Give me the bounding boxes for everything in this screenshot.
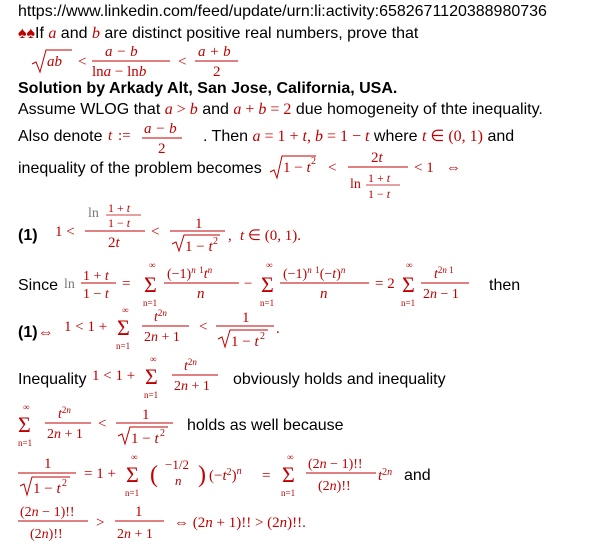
svg-text:1 − t: 1 − t <box>231 334 259 350</box>
svg-text:1: 1 <box>242 310 250 326</box>
becomes-line: inequality of the problem becomes <box>18 160 262 177</box>
svg-text:∞: ∞ <box>150 354 157 364</box>
svg-text:n=1: n=1 <box>143 298 158 308</box>
svg-text:ln: ln <box>64 277 75 292</box>
svg-text::=: := <box>118 128 131 144</box>
svg-text:−1/2: −1/2 <box>165 457 189 472</box>
svg-text:1 − t: 1 − t <box>33 481 61 497</box>
svg-text:Σ: Σ <box>18 412 31 437</box>
svg-text:∞: ∞ <box>287 452 294 462</box>
main-inequality <box>30 42 260 82</box>
svg-text:∞: ∞ <box>266 260 273 270</box>
svg-text:ln: ln <box>350 177 361 192</box>
svg-text:2n + 1: 2n + 1 <box>117 527 153 542</box>
eq1-equivalent <box>64 305 304 361</box>
svg-text:(: ( <box>150 462 158 488</box>
svg-text:2n + 1: 2n + 1 <box>47 427 83 442</box>
svg-text:t: t <box>108 128 113 144</box>
svg-text:∞: ∞ <box>406 260 413 270</box>
spade-marker: ♠♠ <box>18 25 35 42</box>
svg-text:1: 1 <box>44 456 52 472</box>
svg-text:(2n)!!: (2n)!! <box>318 479 351 494</box>
svg-text:= 1 +: = 1 + <box>84 466 116 482</box>
source-url[interactable]: https://www.linkedin.com/feed/update/urn:li:activity:6582671120388980736 <box>18 3 547 20</box>
svg-text:ab: ab <box>47 54 62 70</box>
svg-text:2: 2 <box>213 236 218 247</box>
svg-text:2: 2 <box>213 64 221 80</box>
eq1-equiv-label: (1)⇔ <box>18 324 54 341</box>
eq1-inequality <box>55 200 325 260</box>
svg-text:Σ: Σ <box>282 462 295 487</box>
svg-text:1 < 1 +: 1 < 1 + <box>92 368 136 384</box>
holds-as-well-text: holds as well because <box>187 417 344 434</box>
then-label: then <box>489 277 521 294</box>
svg-text:Σ: Σ <box>126 462 139 487</box>
svg-text:Σ: Σ <box>145 364 158 389</box>
svg-text:n=1: n=1 <box>260 298 275 308</box>
svg-text:2n + 1: 2n + 1 <box>174 379 210 394</box>
svg-text:n: n <box>175 473 182 488</box>
svg-text:1 − t: 1 − t <box>283 160 311 176</box>
holds-text: obviously holds and inequality <box>233 371 446 388</box>
svg-text:1 − t: 1 − t <box>108 216 131 230</box>
svg-text:<: < <box>178 54 187 70</box>
svg-text:n=1: n=1 <box>125 488 140 498</box>
binomial-expansion <box>18 452 428 506</box>
svg-text:2: 2 <box>62 478 67 489</box>
svg-text:1: 1 <box>135 504 143 520</box>
inequality-label: Inequality <box>18 371 87 388</box>
t-definition <box>108 120 188 156</box>
svg-text:a + b: a + b <box>198 44 231 60</box>
svg-text:2: 2 <box>160 428 165 439</box>
svg-text:t ∈ (0, 1).: t ∈ (0, 1). <box>240 228 301 244</box>
svg-text:2: 2 <box>260 331 265 342</box>
svg-text:∞: ∞ <box>149 260 156 270</box>
svg-text:2n − 1: 2n − 1 <box>423 287 459 302</box>
svg-text:t2n 1: $t^{2n 1}$ <box>434 265 454 282</box>
svg-text:n: n <box>197 286 205 302</box>
svg-text:2t: 2t <box>108 235 120 251</box>
svg-text:1 + t: 1 + t <box>108 201 131 215</box>
svg-text:ln: ln <box>88 206 99 221</box>
svg-text:1 + t: 1 + t <box>368 171 391 185</box>
svg-text:n=1: n=1 <box>116 341 131 351</box>
svg-text:1 <: 1 < <box>55 224 75 240</box>
svg-text:1 + t: 1 + t <box>83 269 109 284</box>
svg-text:(−t2)n: $(-t^2)^n$ <box>209 466 242 484</box>
svg-text:< 1: < 1 <box>414 160 434 176</box>
svg-text:1: 1 <box>142 407 150 423</box>
denote-line: Also denote . Then a = 1 + t, b = 1 − t where t ∈ (0, 1) and <box>18 128 515 145</box>
svg-text:t2n: $t^{2n}$ <box>378 467 393 484</box>
sum-inequality <box>18 402 188 454</box>
svg-text:1 − t: 1 − t <box>368 187 391 201</box>
final-inequality <box>18 500 378 546</box>
problem-statement: ♠♠If a and b are distinct positive real numbers, prove that <box>18 25 419 42</box>
svg-text:1 − t: 1 − t <box>83 287 109 302</box>
eq1-label: (1) <box>18 227 38 244</box>
svg-text:a − b: a − b <box>105 44 138 60</box>
svg-text:=: = <box>262 468 271 484</box>
svg-text:(2n − 1)!!: (2n − 1)!! <box>20 505 75 520</box>
svg-text:∞: ∞ <box>23 402 30 412</box>
svg-text:n: n <box>320 286 328 302</box>
svg-text:t2n: $t^{2n}$ <box>154 308 167 325</box>
svg-text:1 − t: 1 − t <box>185 239 213 255</box>
svg-text:1: 1 <box>195 216 203 232</box>
svg-text:⇔ (2n + 1)!! > (2n)!!.: ⇔ (2n + 1)!! > (2n)!!. <box>174 515 306 531</box>
svg-text:⇔: ⇔ <box>446 160 461 176</box>
svg-text:<: < <box>78 54 87 70</box>
and-label: and <box>404 467 431 484</box>
svg-text:Σ: Σ <box>402 272 415 297</box>
svg-text:n=1: n=1 <box>18 438 33 448</box>
svg-text:1 − t: 1 − t <box>131 431 159 447</box>
solution-heading: Solution by Arkady Alt, San Jose, California, USA. <box>18 80 398 97</box>
svg-text:): ) <box>198 462 206 488</box>
svg-text:(−1)n 1tn: $(-1)^n$ $^1t^n$ <box>167 265 213 282</box>
svg-text:2n + 1: 2n + 1 <box>144 330 180 345</box>
svg-text:<: < <box>98 416 107 432</box>
svg-text:(2n)!!: (2n)!! <box>30 527 63 542</box>
svg-text:n=1: n=1 <box>401 298 416 308</box>
svg-text:Σ: Σ <box>144 272 157 297</box>
svg-text:2t: 2t <box>371 150 383 166</box>
obvious-inequality <box>92 354 232 408</box>
svg-text:t2n: $t^{2n}$ <box>184 357 197 374</box>
wlog-line: Assume WLOG that a > b and a + b = 2 due homogeneity of thte inequality. <box>18 101 543 118</box>
reduced-inequality <box>268 148 478 204</box>
svg-text:2: 2 <box>311 156 316 167</box>
svg-text:lna − lnb: lna − lnb <box>92 64 147 80</box>
author-name: Arkady Alt <box>108 80 189 97</box>
svg-text:−: − <box>244 276 253 292</box>
svg-text:Σ: Σ <box>117 315 130 340</box>
svg-text:=: = <box>122 276 131 292</box>
svg-text:(−1)n 1(−t)n: $(-1)^n$ $^1(-t)^n$ <box>283 265 346 282</box>
svg-text:<: < <box>199 319 208 335</box>
svg-text:n=1: n=1 <box>281 488 296 498</box>
since-label: Since <box>18 277 59 294</box>
svg-text:>: > <box>96 515 105 531</box>
svg-text:∞: ∞ <box>122 305 129 315</box>
svg-text:∞: ∞ <box>131 452 138 462</box>
svg-text:a − b: a − b <box>144 121 177 137</box>
svg-text:.: . <box>276 321 280 337</box>
svg-text:1 < 1 +: 1 < 1 + <box>64 319 108 335</box>
svg-text:<: < <box>328 160 337 176</box>
svg-text:2: 2 <box>158 141 166 156</box>
svg-text:,: , <box>228 228 232 244</box>
svg-text:Σ: Σ <box>261 272 274 297</box>
svg-text:<: < <box>151 224 160 240</box>
svg-text:(2n − 1)!!: (2n − 1)!! <box>308 457 363 472</box>
svg-text:t2n: $t^{2n}$ <box>58 405 71 422</box>
svg-text:= 2: = 2 <box>375 276 395 292</box>
svg-text:n=1: n=1 <box>144 390 159 400</box>
